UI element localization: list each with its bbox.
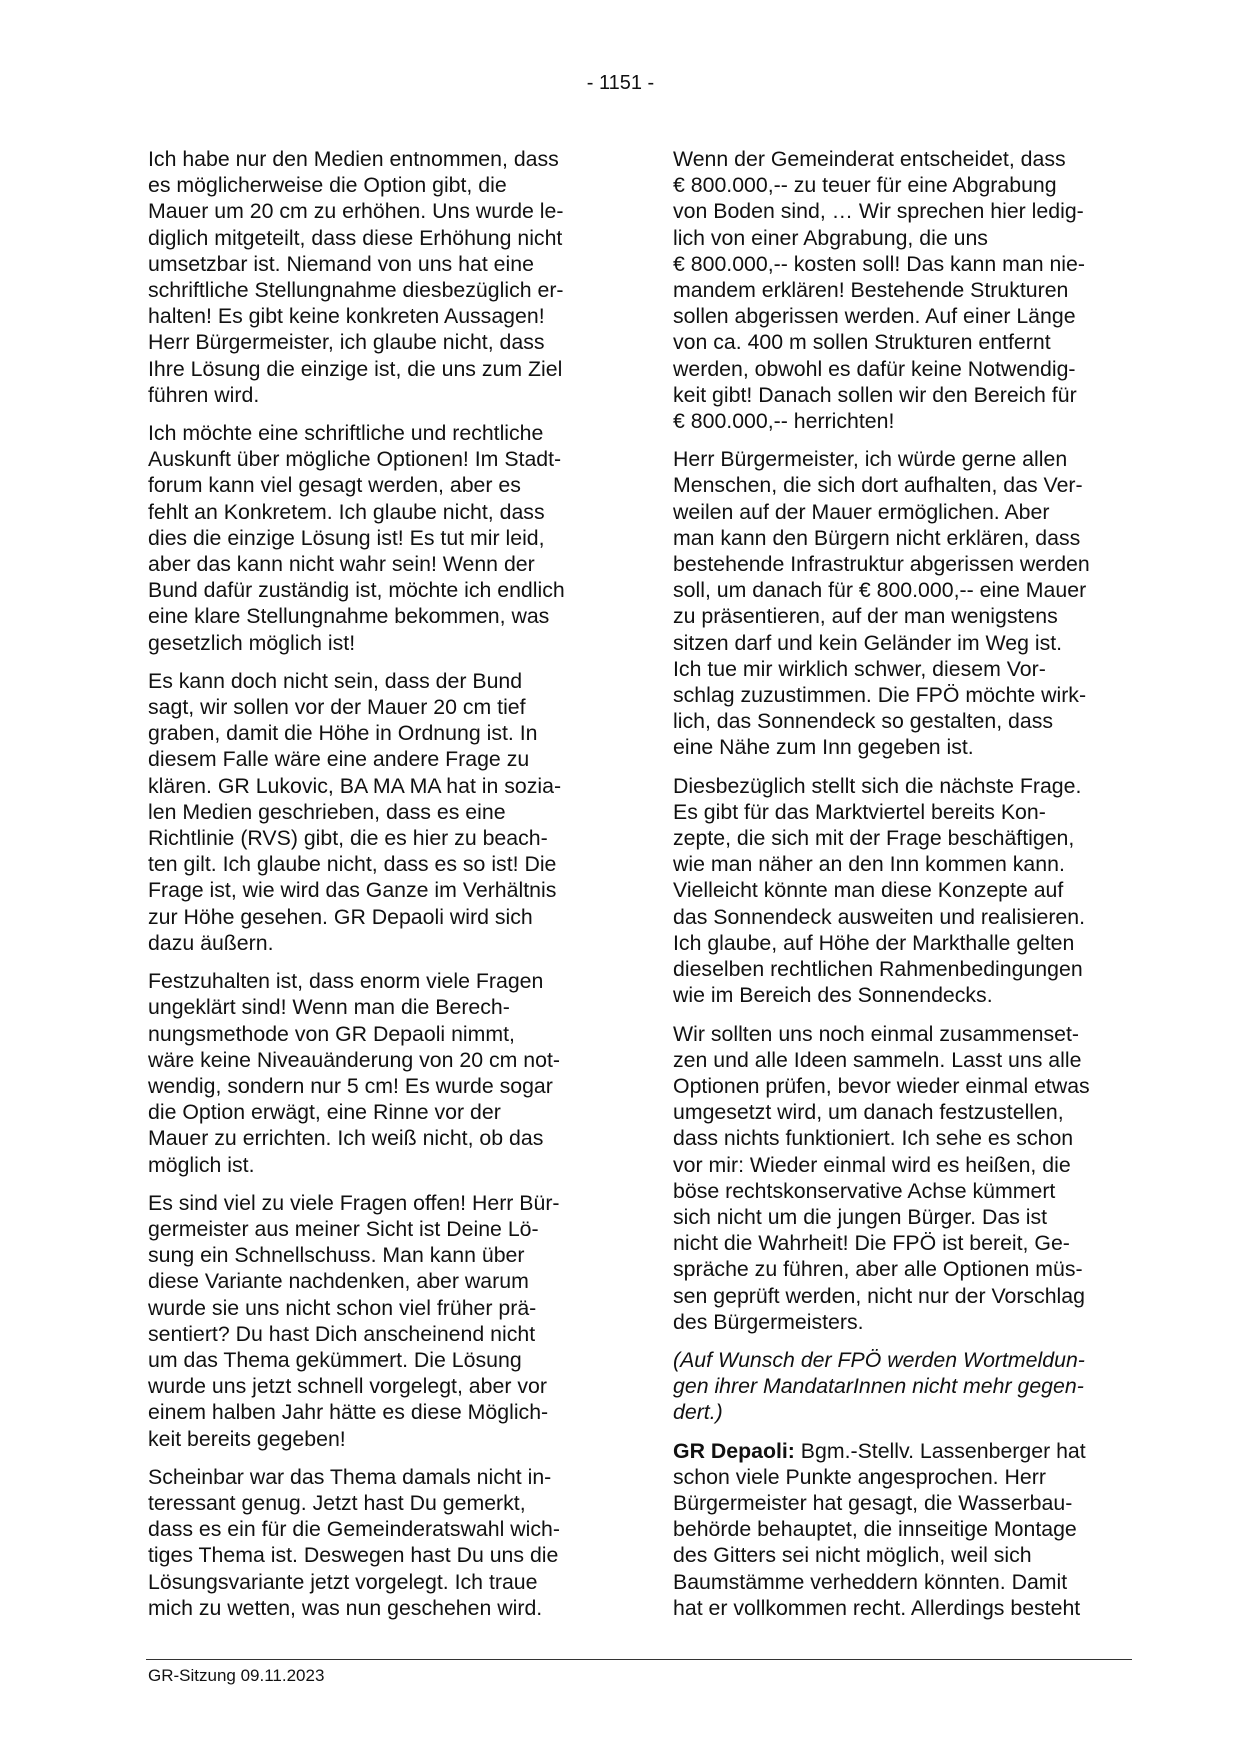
paragraph: Es sind viel zu viele Fragen offen! Herr Bür- germeister aus meiner Sicht ist Deine Lö- sung ein Schnellschuss. Man kann über diese Variante nachdenken, aber warum wurde sie uns nicht schon viel früher prä- sentiert? Du hast Dich anscheinend nicht um das Thema gekümmert. Die Lösung wurde uns jetzt schnell vorgelegt, aber vor einem halben Jahr hätte es diese Möglich- keit bereits gegeben! bbox=[148, 1190, 560, 1451]
speaker-name: GR Depaoli: bbox=[673, 1438, 795, 1463]
paragraph: Diesbezüglich stellt sich die nächste Frage. Es gibt für das Marktviertel bereits Kon- zepte, die sich mit der Frage beschäftigen, wie man näher an den Inn kommen kann. Vielleicht könnte man diese Konzepte auf das Sonnendeck ausweiten und realisieren. Ich glaube, auf Höhe der Markthalle gelten dieselben rechtlichen Rahmenbedingungen wie im Bereich des Sonnendecks. bbox=[673, 773, 1086, 1008]
paragraph: Ich habe nur den Medien entnommen, dass es möglicherweise die Option gibt, die Mauer um 20 cm zu erhöhen. Uns wurde le- diglich mitgeteilt, dass diese Erhöhung nicht umsetzbar ist. Niemand von uns hat eine schriftliche Stellungnahme diesbezüglich er- halten! Es gibt keine konkreten Aussagen! Herr Bürgermeister, ich glaube nicht, dass Ihre Lösung die einzige ist, die uns zum Ziel führen wird. bbox=[148, 147, 564, 407]
speaker-text: Bgm.-Stellv. Lassenberger hat schon viele Punkte angesprochen. Herr Bürgermeister hat gesagt, die Wasserbau- behörde behauptet, die innseitige Montage des Gitters sei nicht möglich, weil sich Baumstämme verheddern könnten. Damit hat er vollkommen recht. Allerdings besteht bbox=[673, 1438, 1086, 1620]
paragraph: Scheinbar war das Thema damals nicht in- teressant genug. Jetzt hast Du gemerkt, dass es ein für die Gemeinderatswahl wich- tiges Thema ist. Deswegen hast Du uns die Lösungsvariante jetzt vorgelegt. Ich traue mich zu wetten, was nun geschehen wird. bbox=[148, 1464, 560, 1620]
paragraph: Wenn der Gemeinderat entscheidet, dass € 800.000,-- zu teuer für eine Abgrabung von Boden sind, … Wir sprechen hier ledig- lich von einer Abgrabung, die uns € 800.000,-- kosten soll! Das kann man nie- mandem erklären! Bestehende Strukturen sollen abgerissen werden. Auf einer Länge von ca. 400 m sollen Strukturen entfernt werden, obwohl es dafür keine Notwendig- keit gibt! Danach sollen wir den Bereich für € 800.000,-- herrichten! bbox=[673, 147, 1085, 434]
paragraph: Wir sollten uns noch einmal zusammenset- zen und alle Ideen sammeln. Lasst uns alle Optionen prüfen, bevor wieder einmal etwas umgesetzt wird, um danach festzustellen, dass nichts funktioniert. Ich sehe es schon vor mir: Wieder einmal wird es heißen, die böse rechtskonservative Achse kümmert sich nicht um die jungen Bürger. Das ist nicht die Wahrheit! Die FPÖ ist bereit, Ge- spräche zu führen, aber alle Optionen müs- sen geprüft werden, nicht nur der Vorschlag des Bürgermeisters. bbox=[673, 1021, 1090, 1334]
paragraph: Herr Bürgermeister, ich würde gerne allen Menschen, die sich dort aufhalten, das Ver- weilen auf der Mauer ermöglichen. Aber man kann den Bürgern nicht erklären, dass bestehende Infrastruktur abgerissen werden soll, um danach für € 800.000,-- eine Mauer zu präsentieren, auf der man wenigstens sitzen darf und kein Geländer im Weg ist. Ich tue mir wirklich schwer, diesem Vor- schlag zuzustimmen. Die FPÖ möchte wirk- lich, das Sonnendeck so gestalten, dass eine Nähe zum Inn gegeben ist. bbox=[673, 447, 1090, 760]
speaker-paragraph bbox=[673, 1438, 1133, 1621]
footer-session-date: GR-Sitzung 09.11.2023 bbox=[148, 1666, 325, 1685]
footer-divider bbox=[146, 1659, 1132, 1660]
left-column bbox=[148, 146, 608, 1633]
paragraph: Festzuhalten ist, dass enorm viele Fragen ungeklärt sind! Wenn man die Berech- nungsmethode von GR Depaoli nimmt, wäre keine Niveauänderung von 20 cm not- wendig, sondern nur 5 cm! Es wurde sogar die Option erwägt, eine Rinne vor der Mauer zu errichten. Ich weiß nicht, ob das möglich ist. bbox=[148, 969, 560, 1177]
editorial-note: (Auf Wunsch der FPÖ werden Wortmeldun- gen ihrer MandatarInnen nicht mehr gegen- dert.) bbox=[673, 1347, 1085, 1425]
page-number: - 1151 - bbox=[586, 72, 655, 94]
right-column bbox=[673, 146, 1133, 1633]
paragraph: Ich möchte eine schriftliche und rechtliche Auskunft über mögliche Optionen! Im Stadt- forum kann viel gesagt werden, aber es fehlt an Konkretem. Ich glaube nicht, dass dies die einzige Lösung ist! Es tut mir leid, aber das kann nicht wahr sein! Wenn der Bund dafür zuständig ist, möchte ich endlich eine klare Stellungnahme bekommen, was gesetzlich möglich ist! bbox=[148, 421, 565, 655]
paragraph: Es kann doch nicht sein, dass der Bund sagt, wir sollen vor der Mauer 20 cm tief graben, damit die Höhe in Ordnung ist. In diesem Falle wäre eine andere Frage zu klären. GR Lukovic, BA MA MA hat in sozia- len Medien geschrieben, dass es eine Richtlinie (RVS) gibt, die es hier zu beach- ten gilt. Ich glaube nicht, dass es so ist! Die Frage ist, wie wird das Ganze im Verhältnis zur Höhe gesehen. GR Depaoli wird sich dazu äußern. bbox=[148, 668, 562, 955]
